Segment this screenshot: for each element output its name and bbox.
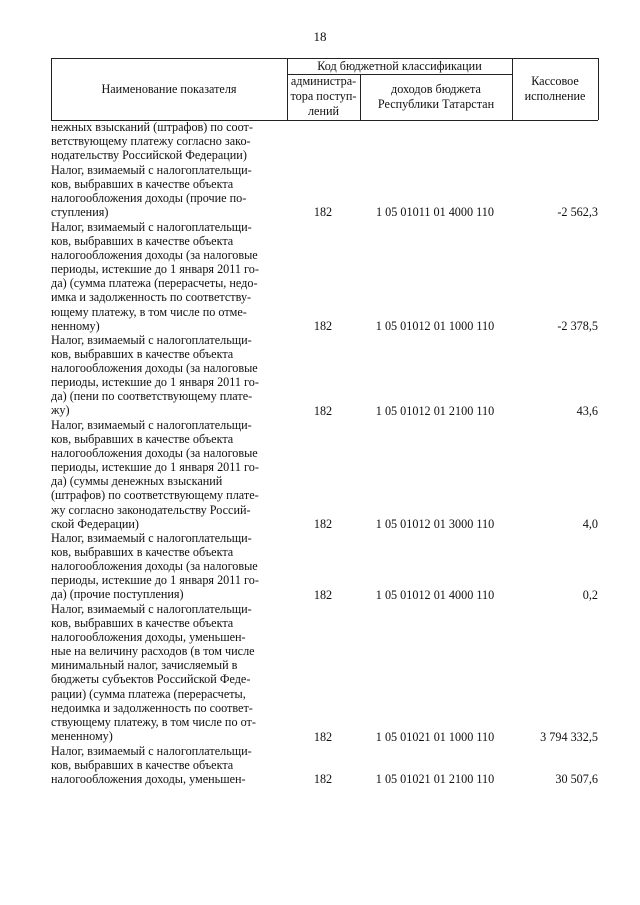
row-income-code: 1 05 01021 01 1000 110 xyxy=(375,730,495,744)
row-admin-code: 182 xyxy=(313,517,333,531)
row-admin-code: 182 xyxy=(313,404,333,418)
row-income-code: 1 05 01012 01 2100 110 xyxy=(375,404,495,418)
row-name-line: недоимка и задолженность по соответ- xyxy=(51,700,253,715)
row-amount: 30 507,6 xyxy=(555,772,598,786)
row-admin-code: 182 xyxy=(313,772,333,786)
row-name-line: рации) (сумма платежа (перерасчеты, xyxy=(51,686,246,701)
row-name-line: мененному) xyxy=(51,728,113,743)
row-amount: -2 562,3 xyxy=(557,205,598,219)
row-amount: 43,6 xyxy=(576,404,598,418)
column-header-income-line: доходов бюджета xyxy=(391,82,481,96)
row-name-line: ющему платежу, в том числе по отме- xyxy=(51,304,247,319)
row-name-line: ступления) xyxy=(51,205,109,220)
row-name-line: нодательству Российской Федерации) xyxy=(51,148,247,163)
row-name-line: ствующему платежу, в том числе по от- xyxy=(51,714,256,729)
row-name xyxy=(51,744,281,786)
row-admin-code: 182 xyxy=(313,588,333,602)
row-amount: 4,0 xyxy=(582,517,598,531)
row-name-line: да) (пени по соответствующему плате- xyxy=(51,389,253,404)
row-name-line: ков, выбравших в качестве объекта xyxy=(51,545,234,560)
row-name xyxy=(51,418,281,531)
row-name-line: да) (сумма платежа (перерасчеты, недо- xyxy=(51,276,258,291)
row-name-line: Налог, взимаемый с налогоплательщи- xyxy=(51,163,252,177)
column-header-amount-line: Кассовое xyxy=(531,74,579,88)
column-header-name: Наименование показателя xyxy=(101,82,237,96)
column-header-admin-line: лений xyxy=(307,104,340,118)
row-name-line: минимальный налог, зачисляемый в xyxy=(51,658,238,673)
row-name-line: ков, выбравших в качестве объекта xyxy=(51,177,234,192)
row-name xyxy=(51,120,281,162)
row-name xyxy=(51,163,281,219)
row-name-line: Налог, взимаемый с налогоплательщи- xyxy=(51,220,252,234)
row-name-line: налогообложения доходы, уменьшен- xyxy=(51,630,246,645)
row-name-line: ков, выбравших в качестве объекта xyxy=(51,758,234,773)
row-name-line: да) (прочие поступления) xyxy=(51,587,184,602)
column-header-income-line: Республики Татарстан xyxy=(377,97,495,111)
column-header-admin-line: администра- xyxy=(290,74,357,88)
row-name-line: налогообложения доходы (за налоговые xyxy=(51,446,258,461)
row-name-line: ков, выбравших в качестве объекта xyxy=(51,432,234,447)
row-name-line: бюджеты субъектов Российской Феде- xyxy=(51,672,251,687)
row-name-line: Налог, взимаемый с налогоплательщи- xyxy=(51,531,252,545)
row-name-line: периоды, истекшие до 1 января 2011 го- xyxy=(51,262,259,277)
row-income-code: 1 05 01021 01 2100 110 xyxy=(375,772,495,786)
row-name-line: налогообложения доходы (прочие по- xyxy=(51,191,247,206)
row-name xyxy=(51,220,281,333)
row-name-line: ков, выбравших в качестве объекта xyxy=(51,234,234,249)
row-name-line: ков, выбравших в качестве объекта xyxy=(51,347,234,362)
row-income-code: 1 05 01012 01 4000 110 xyxy=(375,588,495,602)
row-amount: 0,2 xyxy=(582,588,598,602)
row-name-line: Налог, взимаемый с налогоплательщи- xyxy=(51,418,252,432)
row-income-code: 1 05 01012 01 3000 110 xyxy=(375,517,495,531)
row-name-line: ветствующему платежу согласно зако- xyxy=(51,134,251,149)
row-name-line: налогообложения доходы (за налоговые xyxy=(51,248,258,263)
row-name-line: Налог, взимаемый с налогоплательщи- xyxy=(51,333,252,347)
row-name-line: периоды, истекшие до 1 января 2011 го- xyxy=(51,375,259,390)
row-income-code: 1 05 01012 01 1000 110 xyxy=(375,319,495,333)
row-name-line: ные на величину расходов (в том числе xyxy=(51,644,255,659)
row-name-line: жу) xyxy=(51,403,70,418)
row-name-line: да) (суммы денежных взысканий xyxy=(51,474,223,489)
column-header-amount-line: исполнение xyxy=(524,89,586,103)
row-name-line: (штрафов) по соответствующему плате- xyxy=(51,488,259,503)
row-income-code: 1 05 01011 01 4000 110 xyxy=(376,205,494,219)
row-name-line: периоды, истекшие до 1 января 2011 го- xyxy=(51,573,259,588)
row-name-line: налогообложения доходы (за налоговые xyxy=(51,361,258,376)
row-admin-code: 182 xyxy=(313,319,333,333)
row-admin-code: 182 xyxy=(313,205,333,219)
page-number: 18 xyxy=(313,29,327,44)
row-name xyxy=(51,333,281,418)
row-name-line: ской Федерации) xyxy=(51,516,139,531)
row-name-line: ненному) xyxy=(51,318,100,333)
row-name-line: Налог, взимаемый с налогоплательщи- xyxy=(51,744,252,758)
row-amount: 3 794 332,5 xyxy=(540,730,598,744)
row-name xyxy=(51,531,281,601)
row-name-line: жу согласно законодательству Россий- xyxy=(51,502,251,517)
row-name-line: периоды, истекшие до 1 января 2011 го- xyxy=(51,460,259,475)
row-admin-code: 182 xyxy=(313,730,333,744)
row-name-line: налогообложения доходы (за налоговые xyxy=(51,559,258,574)
row-name-line: имка и задолженность по соответству- xyxy=(51,290,252,305)
column-header-admin-line: тора поступ- xyxy=(290,89,357,103)
row-amount: -2 378,5 xyxy=(557,319,598,333)
row-name-line: нежных взысканий (штрафов) по соот- xyxy=(51,120,253,134)
row-name-line: ков, выбравших в качестве объекта xyxy=(51,616,234,631)
column-group-header: Код бюджетной классификации xyxy=(317,59,482,73)
row-name xyxy=(51,602,281,743)
row-name-line: Налог, взимаемый с налогоплательщи- xyxy=(51,602,252,616)
row-name-line: налогообложения доходы, уменьшен- xyxy=(51,772,246,787)
